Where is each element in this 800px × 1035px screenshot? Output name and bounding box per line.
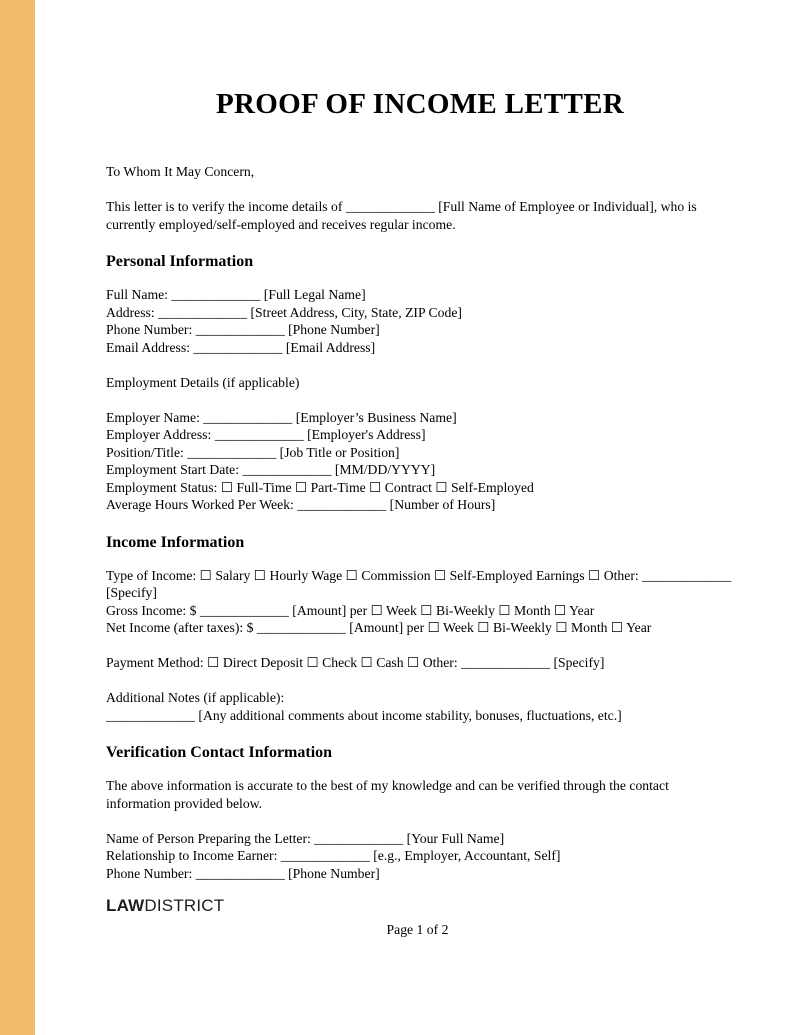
form-line-phone-number: Phone Number: _____________ [Phone Number] [106, 322, 380, 337]
form-line-address: Address: _____________ [Street Address, City, State, ZIP Code] [106, 304, 462, 320]
additional-notes-group [106, 689, 734, 724]
form-line-net-income: Net Income (after taxes): $ _____________ [Amount] per ☐ Week ☐ Bi-Weekly ☐ Month ☐ Year [106, 620, 652, 635]
verification-statement: The above information is accurate to the best of my knowledge and can be verified through the contact information provided below. [106, 778, 669, 811]
form-line-payment-method-checkboxes: Payment Method: ☐ Direct Deposit ☐ Check ☐ Cash ☐ Other: _____________ [Specify] [106, 655, 605, 670]
form-line-preparer-name: Name of Person Preparing the Letter: _____________ [Your Full Name] [106, 830, 505, 846]
form-line-employment-start-date: Employment Start Date: _____________ [MM/DD/YYYY] [106, 462, 436, 477]
page-number-label: Page 1 of 2 [386, 922, 449, 937]
form-line-preparer-phone: Phone Number: _____________ [Phone Number] [106, 865, 380, 881]
form-line-employment-status-checkboxes: Employment Status: ☐ Full-Time ☐ Part-Time ☐ Contract ☐ Self-Employed [106, 479, 534, 495]
document-page [106, 0, 734, 882]
form-line-relationship: Relationship to Income Earner: _____________ [e.g., Employer, Accountant, Self] [106, 848, 561, 863]
form-line-employer-name: Employer Name: _____________ [Employer’s Business Name] [106, 409, 457, 425]
personal-info-lines [106, 286, 734, 356]
form-line-email-address: Email Address: _____________ [Email Address] [106, 339, 376, 355]
income-info-lines [106, 567, 734, 637]
form-line-position-title: Position/Title: _____________ [Job Title or Position] [106, 444, 400, 460]
form-line-employer-address: Employer Address: _____________ [Employer's Address] [106, 427, 426, 442]
employment-details-subheading: Employment Details (if applicable) [106, 374, 300, 390]
logo-law-text: LAW [106, 896, 145, 915]
additional-notes-label: Additional Notes (if applicable): [106, 690, 285, 705]
logo-district-text: DISTRICT [144, 896, 225, 915]
lawdistrict-logo [106, 897, 224, 915]
form-line-full-name: Full Name: _____________ [Full Legal Name] [106, 287, 366, 302]
additional-notes-blank: _____________ [Any additional comments about income stability, bonuses, fluctuations, etc.] [106, 707, 622, 723]
form-line-average-hours: Average Hours Worked Per Week: _____________ [Number of Hours] [106, 497, 496, 512]
intro-paragraph: This letter is to verify the income details of _____________ [Full Name of Employee or Individual], who is currently employed/self-employed and receives regular income. [106, 199, 697, 232]
section-heading-verification-contact: Verification Contact Information [106, 744, 333, 761]
salutation: To Whom It May Concern, [106, 164, 255, 179]
section-heading-income-information: Income Information [106, 533, 245, 551]
employment-details-lines [106, 409, 734, 514]
employment-details-subheading-group [106, 374, 734, 392]
section-heading-personal-information: Personal Information [106, 253, 254, 270]
form-line-type-of-income-checkboxes: Type of Income: ☐ Salary ☐ Hourly Wage ☐ Commission ☐ Self-Employed Earnings ☐ Other: _____________ [Specify] [106, 567, 732, 600]
form-line-gross-income: Gross Income: $ _____________ [Amount] per ☐ Week ☐ Bi-Weekly ☐ Month ☐ Year [106, 602, 595, 618]
left-accent-bar [0, 0, 35, 1035]
payment-method-group [106, 654, 734, 672]
document-title: PROOF OF INCOME LETTER [215, 88, 625, 120]
verification-contact-lines [106, 830, 734, 883]
